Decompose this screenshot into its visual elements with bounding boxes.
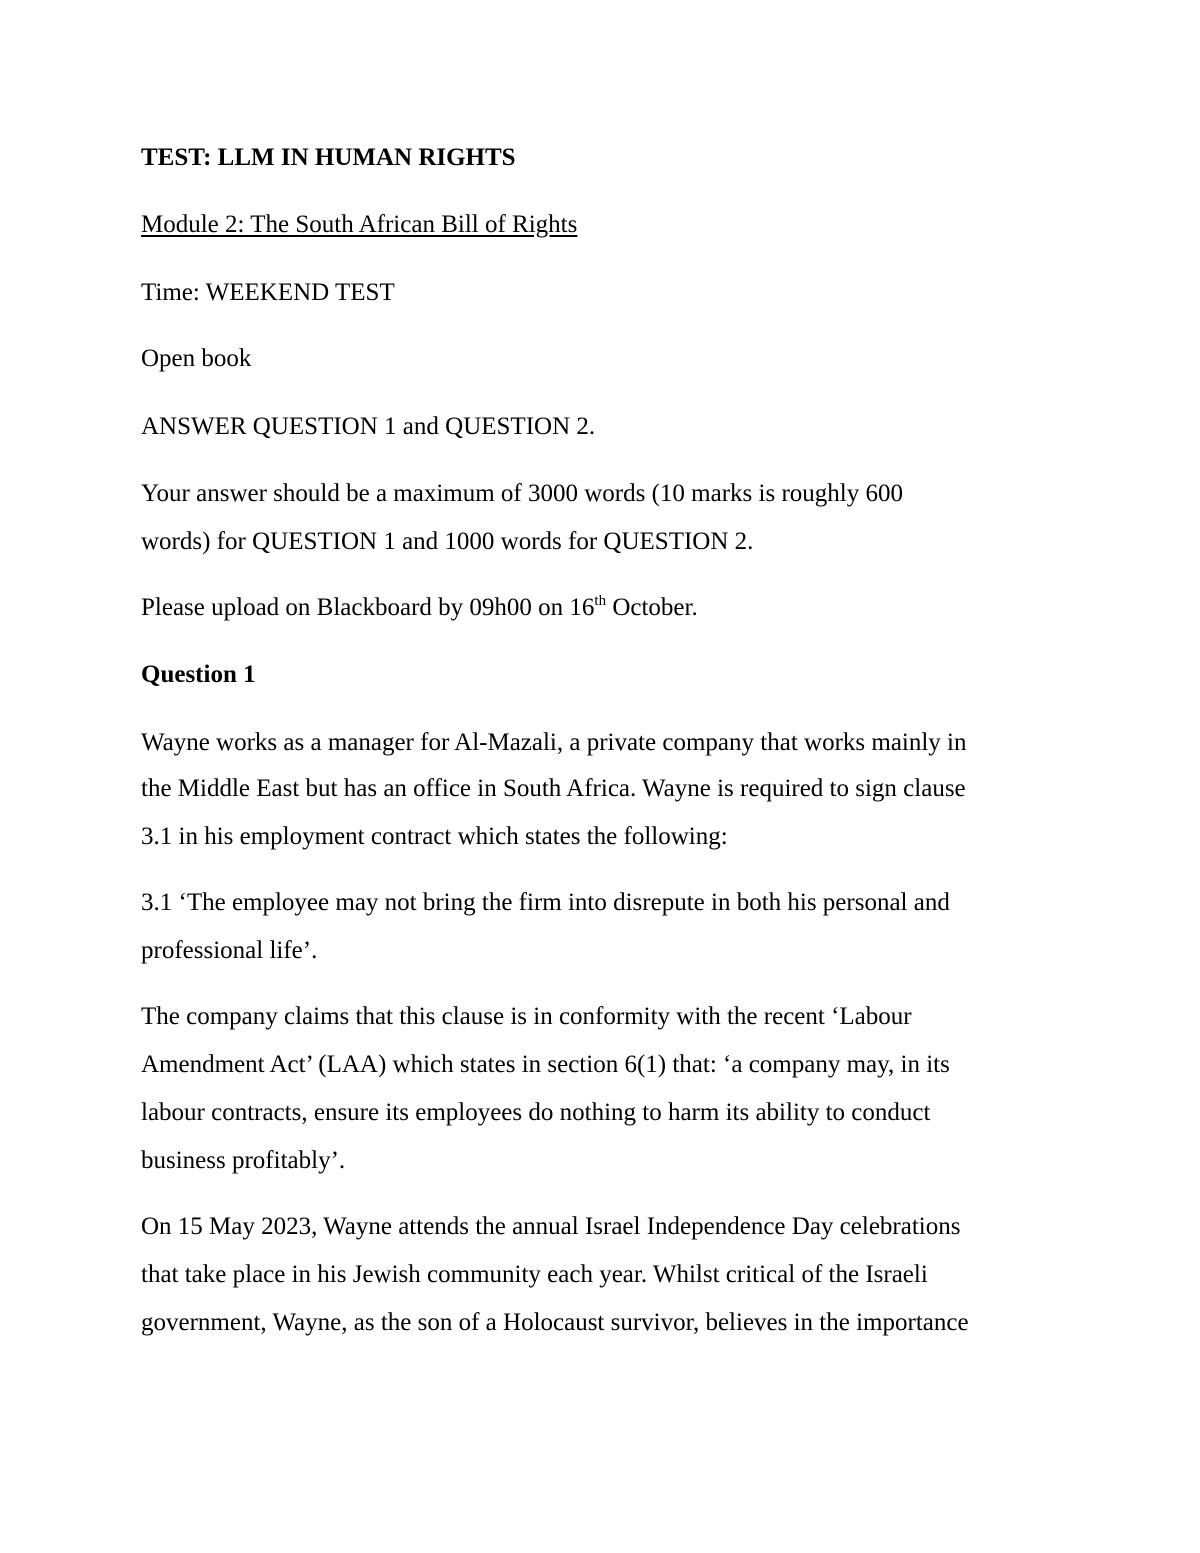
q1-para1-line-2: the Middle East but has an office in South Africa. Wayne is required to sign clause [141, 775, 966, 802]
q1-para3-line-1: On 15 May 2023, Wayne attends the annual Israel Independence Day celebrations [141, 1213, 961, 1240]
open-book-line: Open book [141, 345, 252, 372]
word-limit-line-2: words) for QUESTION 1 and 1000 words for QUESTION 2. [141, 528, 754, 555]
q1-para2-line-3: labour contracts, ensure its employees do nothing to harm its ability to conduct [141, 1099, 931, 1126]
q1-para3-line-2: that take place in his Jewish community each year. Whilst critical of the Israeli [141, 1261, 928, 1288]
question-1-heading: Question 1 [141, 661, 256, 688]
module-title: Module 2: The South African Bill of Rights [141, 211, 578, 238]
q1-para2-line-4: business profitably’. [141, 1147, 346, 1174]
q1-clause-line-2: professional life’. [141, 937, 318, 964]
q1-para2-line-2: Amendment Act’ (LAA) which states in section 6(1) that: ‘a company may, in its [141, 1051, 950, 1078]
word-limit-line-1: Your answer should be a maximum of 3000 words (10 marks is roughly 600 [141, 480, 903, 507]
q1-para3-line-3: government, Wayne, as the son of a Holocaust survivor, believes in the importance [141, 1309, 969, 1336]
upload-text-before: Please upload on Blackboard by 09h00 on 16 [141, 594, 595, 621]
q1-para1-line-1: Wayne works as a manager for Al-Mazali, a private company that works mainly in [141, 729, 967, 756]
q1-para2-line-1: The company claims that this clause is in conformity with the recent ‘Labour [141, 1003, 912, 1030]
upload-ordinal-suffix: th [594, 593, 607, 609]
instruction-line: ANSWER QUESTION 1 and QUESTION 2. [141, 413, 596, 440]
upload-instruction [141, 593, 698, 621]
time-line: Time: WEEKEND TEST [141, 279, 395, 306]
q1-clause-line-1: 3.1 ‘The employee may not bring the firm into disrepute in both his personal and [141, 889, 950, 916]
test-title: TEST: LLM IN HUMAN RIGHTS [141, 144, 516, 171]
q1-para1-line-3: 3.1 in his employment contract which states the following: [141, 823, 728, 850]
upload-text-after: October. [606, 594, 698, 621]
